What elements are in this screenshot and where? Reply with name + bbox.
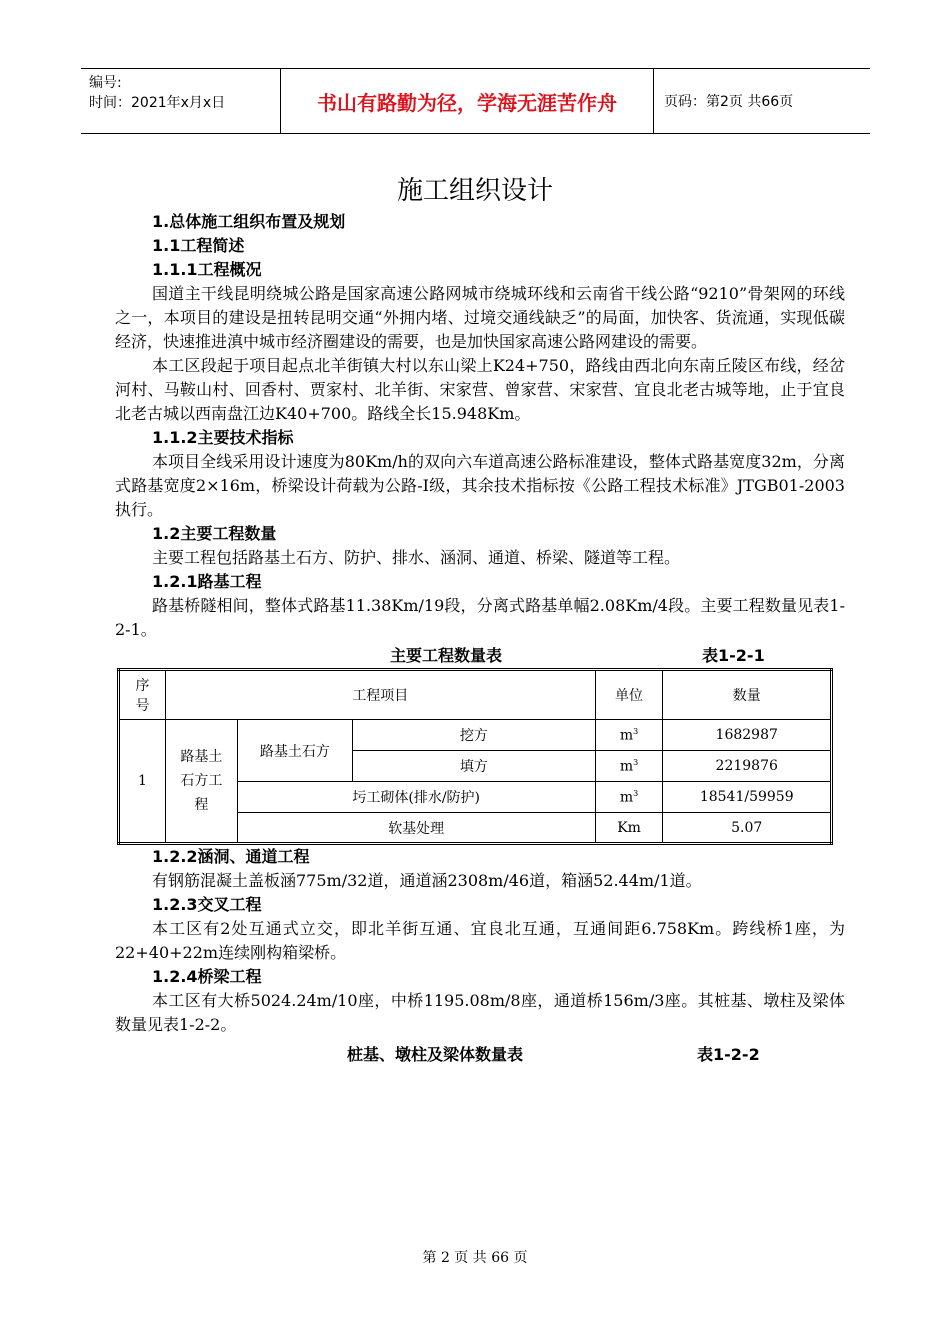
paragraph: 主要工程包括路基土石方、防护、排水、涵洞、通道、桥梁、隧道等工程。 [152,548,681,567]
table-cell: 18541/59959 [663,782,832,813]
paragraph: 国道主干线昆明绕城公路是国家高速公路网城市绕城环线和云南省干线公路“9210”骨架网的环线之一，本项目的建设是扭转昆明交通“外拥内堵、过境交通线缺乏”的局面，加快客、货流通，实现低碳经济，快速推进滇中城市经济圈建设的需要，也是加快国家高速公路网建设的需要。 [115,284,845,351]
seq-cell: 1 [119,720,166,844]
time-label: 时间：2021年x月x日 [89,95,226,111]
unit-cell: $m^3$ [595,782,663,813]
header-unit: 单位 [595,670,663,720]
section-heading: 1.1.1工程概况 [152,260,262,279]
unit-cell: $m^3$ [595,751,663,782]
table-title: 主要工程数量表 [390,646,503,665]
section-heading: 1.2.2涵洞、通道工程 [152,847,310,866]
header-qty: 数量 [663,670,832,720]
table-cell: 挖方 [353,720,596,751]
paragraph: 本工区段起于项目起点北羊街镇大村以东山梁上K24+750，路线由西北向东南丘陵区布线，经岔河村、马鞍山村、回香村、贾家村、北羊街、宋家营、曾家营、宋家营、宜良北老古城等地，止于宜良北老古城以西南盘江边K40+700。路线全长15.948Km。 [115,356,845,423]
motto: 书山有路勤为径，学海无涯苦作舟 [281,69,654,133]
table-number: 表1-2-1 [702,646,765,665]
page-header [81,68,870,134]
table-cell: 2219876 [663,751,832,782]
paragraph: 本工区有2处互通式立交，即北羊街互通、宜良北互通，互通间距6.758Km。跨线桥1座，为22+40+22m连续刚构箱梁桥。 [115,919,845,962]
paragraph: 有钢筋混凝土盖板涵775m/32道，通道涵2308m/46道，箱涵52.44m/1道。 [152,871,702,890]
paragraph: 路基桥隧相间，整体式路基11.38Km/19段，分离式路基单幅2.08Km/4段。主要工程数量见表1-2-1。 [115,596,845,639]
unit-cell: Km [595,813,663,844]
paragraph: 本工区有大桥5024.24m/10座，中桥1195.08m/8座，通道桥156m/3座。其桩基、墩柱及梁体数量见表1-2-2。 [115,991,845,1034]
page-footer: 第 2 页 共 66 页 [422,1250,528,1266]
section-heading: 1.1工程简述 [152,236,245,255]
document-title: 施工组织设计 [396,176,553,206]
group-cell: 路基土石方工程 [165,720,237,844]
section-heading: 1.2.4桥梁工程 [152,967,262,986]
page-info: 页码：第2页 共66页 [664,94,794,110]
paragraph: 本项目全线采用设计速度为80Km/h的双向六车道高速公路标准建设，整体式路基宽度32m，分离式路基宽度2×16m，桥梁设计荷载为公路-I级，其余技术指标按《公路工程技术标准》JTGB01-2003执行。 [115,452,845,519]
table-cell: 软基处理 [237,813,595,844]
document-body [115,210,845,1067]
table-cell: 填方 [353,751,596,782]
table-cell: 圬工砌体(排水/防护) [237,782,595,813]
table-cell: 1682987 [663,720,832,751]
section-heading: 1.1.2主要技术指标 [152,428,294,447]
header-item: 工程项目 [165,670,595,720]
section-heading: 1.总体施工组织布置及规划 [152,212,346,231]
table-cell: 5.07 [663,813,832,844]
quantity-table [117,668,833,845]
table-caption [115,644,845,668]
section-heading: 1.2主要工程数量 [152,524,277,543]
sub-cell: 路基土石方 [237,720,352,782]
table-number: 表1-2-2 [697,1045,760,1064]
section-heading: 1.2.1路基工程 [152,572,262,591]
header-seq: 序号 [119,670,166,720]
unit-cell: $m^3$ [595,720,663,751]
section-heading: 1.2.3交叉工程 [152,895,262,914]
header-meta [81,69,281,133]
number-label: 编号: [89,75,122,91]
table-title: 桩基、墩柱及梁体数量表 [347,1045,524,1064]
table-caption [115,1043,845,1067]
